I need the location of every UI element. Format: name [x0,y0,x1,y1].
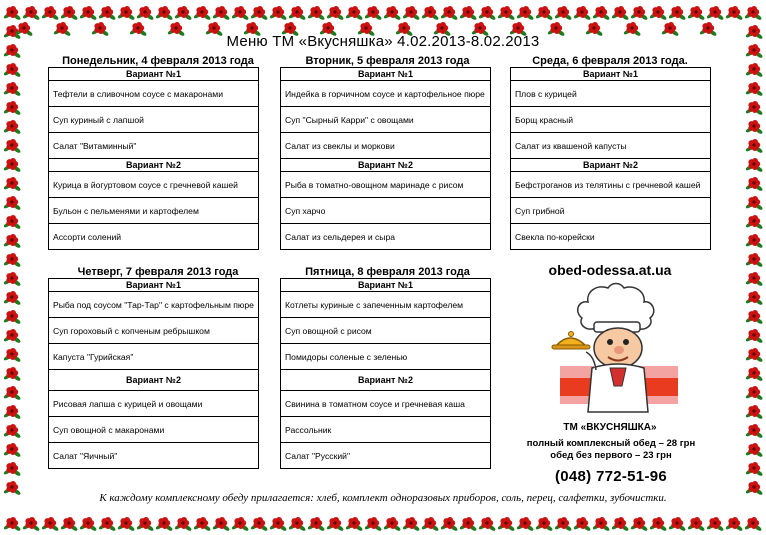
border-flower-icon [421,517,439,532]
dish-main: Тефтели в сливочном соусе с макаронами [49,81,259,107]
border-flower-icon [744,6,762,21]
dish-salad: Салат "Яичный" [49,443,259,469]
border-flower-icon [98,6,116,21]
menu-table-friday [280,278,491,469]
dish-salad: Свекла по-корейски [511,224,711,250]
border-flower-icon [554,6,572,21]
variant-label: Вариант №1 [49,68,259,81]
border-flower-icon [3,367,21,382]
border-flower-icon [402,6,420,21]
border-flower-icon [459,517,477,532]
border-flower-icon [706,6,724,21]
day-heading-friday: Пятница, 8 февраля 2013 года [305,266,470,278]
menu-table-thursday [48,278,259,469]
border-flower-icon [745,196,763,211]
border-flower-icon [611,517,629,532]
border-flower-icon [745,348,763,363]
border-flower-icon [3,310,21,325]
border-flower-icon [725,6,743,21]
border-flower-icon [3,443,21,458]
day-heading-wednesday: Среда, 6 февраля 2013 года. [532,55,688,67]
dish-main: Рыба под соусом "Тар-Тар" с картофельным пюре [49,292,259,318]
variant-label: Вариант №2 [281,159,491,172]
border-flower-icon [3,424,21,439]
border-flower-icon [3,196,21,211]
border-flower-icon [231,6,249,21]
border-flower-icon [269,517,287,532]
border-flower-icon [3,101,21,116]
border-flower-icon [745,272,763,287]
dish-main: Рыба в томатно-овощном маринаде с рисом [281,172,491,198]
border-flower-icon [250,6,268,21]
border-flower-icon [573,6,591,21]
border-flower-icon [706,517,724,532]
border-flower-icon [174,517,192,532]
phone-number[interactable]: (048) 772-51-96 [554,468,668,485]
cloche-plate [552,345,590,349]
border-flower-icon [3,120,21,135]
border-flower-icon [611,6,629,21]
border-flower-icon [745,481,763,496]
border-flower-icon [497,6,515,21]
border-flower-icon [3,481,21,496]
border-flower-icon [725,517,743,532]
border-flower-icon [440,517,458,532]
border-flower-icon [364,6,382,21]
website-link[interactable]: obed-odessa.at.ua [548,262,672,278]
border-flower-icon [3,6,21,21]
border-flower-icon [307,517,325,532]
border-flower-icon [231,517,249,532]
border-flower-icon [745,177,763,192]
border-flower-icon [3,462,21,477]
border-flower-icon [745,234,763,249]
border-flower-icon [3,253,21,268]
border-flower-icon [630,6,648,21]
border-flower-icon [269,6,287,21]
border-flower-icon [364,517,382,532]
border-flower-icon [745,462,763,477]
dish-salad: Салат из квашеной капусты [511,133,711,159]
dish-salad: Помидоры соленые с зеленью [281,344,491,370]
border-flower-icon [117,6,135,21]
border-flower-icon [745,158,763,173]
dish-main: Бефстроганов из телятины с гречневой кашей [511,172,711,198]
border-flower-icon [288,517,306,532]
border-flower-icon [212,6,230,21]
day-heading-monday: Понедельник, 4 февраля 2013 года [62,55,254,67]
border-flower-icon [649,6,667,21]
dish-soup: Суп харчо [281,198,491,224]
menu-table-monday [48,67,259,250]
border-flower-icon [193,6,211,21]
border-flower-icon [3,177,21,192]
border-flower-icon [687,6,705,21]
dish-main: Свинина в томатном соусе и гречневая каша [281,391,491,417]
dish-salad: Ассорти солений [49,224,259,250]
border-flower-icon [193,517,211,532]
border-flower-icon [744,517,762,532]
dish-main: Котлеты куриные с запеченным картофелем [281,292,491,318]
variant-label: Вариант №1 [511,68,711,81]
border-flower-icon [668,517,686,532]
variant-label: Вариант №2 [49,370,259,391]
border-flower-icon [516,517,534,532]
border-flower-icon [554,517,572,532]
border-flower-icon [345,517,363,532]
border-flower-icon [745,329,763,344]
dish-salad: Капуста "Гурийская" [49,344,259,370]
border-flower-icon [3,215,21,230]
border-flower-icon [155,6,173,21]
brand-name: ТМ «ВКУСНЯШКА» [563,422,657,433]
border-flower-icon [745,82,763,97]
menu-table-wednesday [510,67,711,250]
border-flower-icon [174,6,192,21]
dish-salad: Салат из сельдерея и сыра [281,224,491,250]
price-without-first: обед без первого – 23 грн [550,450,672,461]
price-full-lunch: полный комплексный обед – 28 грн [526,438,696,449]
footer-note: К каждому комплексному обеду прилагается: хлеб, комплект одноразовых приборов, соль, перец, салфетки, зубочистки. [99,492,667,504]
border-flower-icon [745,101,763,116]
border-flower-icon [668,6,686,21]
border-flower-icon [573,517,591,532]
cloche-handle [569,332,574,337]
dish-main: Индейка в горчичном соусе и картофельное пюре [281,81,491,107]
border-flower-icon [535,6,553,21]
variant-label: Вариант №2 [49,159,259,172]
border-flower-icon [745,386,763,401]
border-flower-icon [326,517,344,532]
border-flower-icon [745,139,763,154]
border-flower-icon [383,6,401,21]
dish-salad: Салат "Русский" [281,443,491,469]
border-flower-icon [478,6,496,21]
border-flower-icon [212,517,230,532]
border-flower-icon [345,6,363,21]
border-flower-icon [745,63,763,78]
dish-soup: Суп "Сырный Карри" с овощами [281,107,491,133]
border-flower-icon [745,215,763,230]
border-flower-icon [440,6,458,21]
border-flower-icon [535,517,553,532]
variant-label: Вариант №1 [281,279,491,292]
border-flower-icon [3,234,21,249]
border-flower-icon [136,517,154,532]
dish-soup: Бульон с пельменями и картофелем [49,198,259,224]
border-flower-icon [3,329,21,344]
border-flower-icon [745,443,763,458]
border-flower-icon [136,6,154,21]
border-flower-icon [745,424,763,439]
border-flower-icon [22,517,40,532]
dish-main: Рисовая лапша с курицей и овощами [49,391,259,417]
border-flower-icon [649,517,667,532]
border-flower-icon [478,517,496,532]
dish-soup: Рассольник [281,417,491,443]
border-flower-icon [41,517,59,532]
dish-soup: Суп куриный с лапшой [49,107,259,133]
border-flower-icon [41,6,59,21]
dish-soup: Суп овощной с макаронами [49,417,259,443]
border-flower-icon [516,6,534,21]
dish-salad: Салат из свеклы и моркови [281,133,491,159]
border-flower-icon [326,6,344,21]
border-flower-icon [3,158,21,173]
border-flower-icon [745,310,763,325]
border-flower-icon [421,6,439,21]
chef-eye [623,339,629,345]
border-flower-icon [3,517,21,532]
border-flower-icon [745,291,763,306]
dish-soup: Суп грибной [511,198,711,224]
chef-mascot-illustration [548,282,688,422]
border-flower-icon [3,82,21,97]
border-flower-icon [745,253,763,268]
border-flower-icon [250,517,268,532]
border-flower-icon [79,517,97,532]
border-flower-icon [630,517,648,532]
border-flower-icon [459,6,477,21]
border-flower-icon [402,517,420,532]
dish-soup: Суп гороховый с копченым ребрышком [49,318,259,344]
border-flower-icon [60,6,78,21]
border-flower-icon [745,367,763,382]
day-heading-thursday: Четверг, 7 февраля 2013 года [77,266,239,278]
border-flower-icon [3,272,21,287]
border-flower-icon [3,139,21,154]
chef-eye [607,339,613,345]
border-flower-icon [592,6,610,21]
border-flower-icon [22,6,40,21]
variant-label: Вариант №1 [281,68,491,81]
dish-soup: Борщ красный [511,107,711,133]
border-flower-icon [3,386,21,401]
border-flower-icon [3,405,21,420]
dish-salad: Салат "Витаминный" [49,133,259,159]
menu-table-tuesday [280,67,491,250]
dish-soup: Суп овощной с рисом [281,318,491,344]
border-flower-icon [3,348,21,363]
border-flower-icon [60,517,78,532]
border-flower-icon [383,517,401,532]
border-flower-icon [79,6,97,21]
border-flower-icon [592,517,610,532]
menu-title: Меню ТМ «Вкусняшка» 4.02.2013-8.02.2013 [226,33,540,50]
dish-main: Плов с курицей [511,81,711,107]
border-flower-icon [687,517,705,532]
variant-label: Вариант №2 [281,370,491,391]
day-heading-tuesday: Вторник, 5 февраля 2013 года [305,55,470,67]
chef-nose [614,346,624,354]
border-flower-icon [3,291,21,306]
border-flower-icon [3,63,21,78]
border-flower-icon [745,120,763,135]
border-flower-icon [288,6,306,21]
variant-label: Вариант №1 [49,279,259,292]
border-flower-icon [155,517,173,532]
border-flower-icon [497,517,515,532]
border-flower-icon [745,405,763,420]
border-flower-icon [117,517,135,532]
variant-label: Вариант №2 [511,159,711,172]
border-flower-icon [98,517,116,532]
border-flower-icon [307,6,325,21]
dish-main: Курица в йогуртовом соусе с гречневой кашей [49,172,259,198]
